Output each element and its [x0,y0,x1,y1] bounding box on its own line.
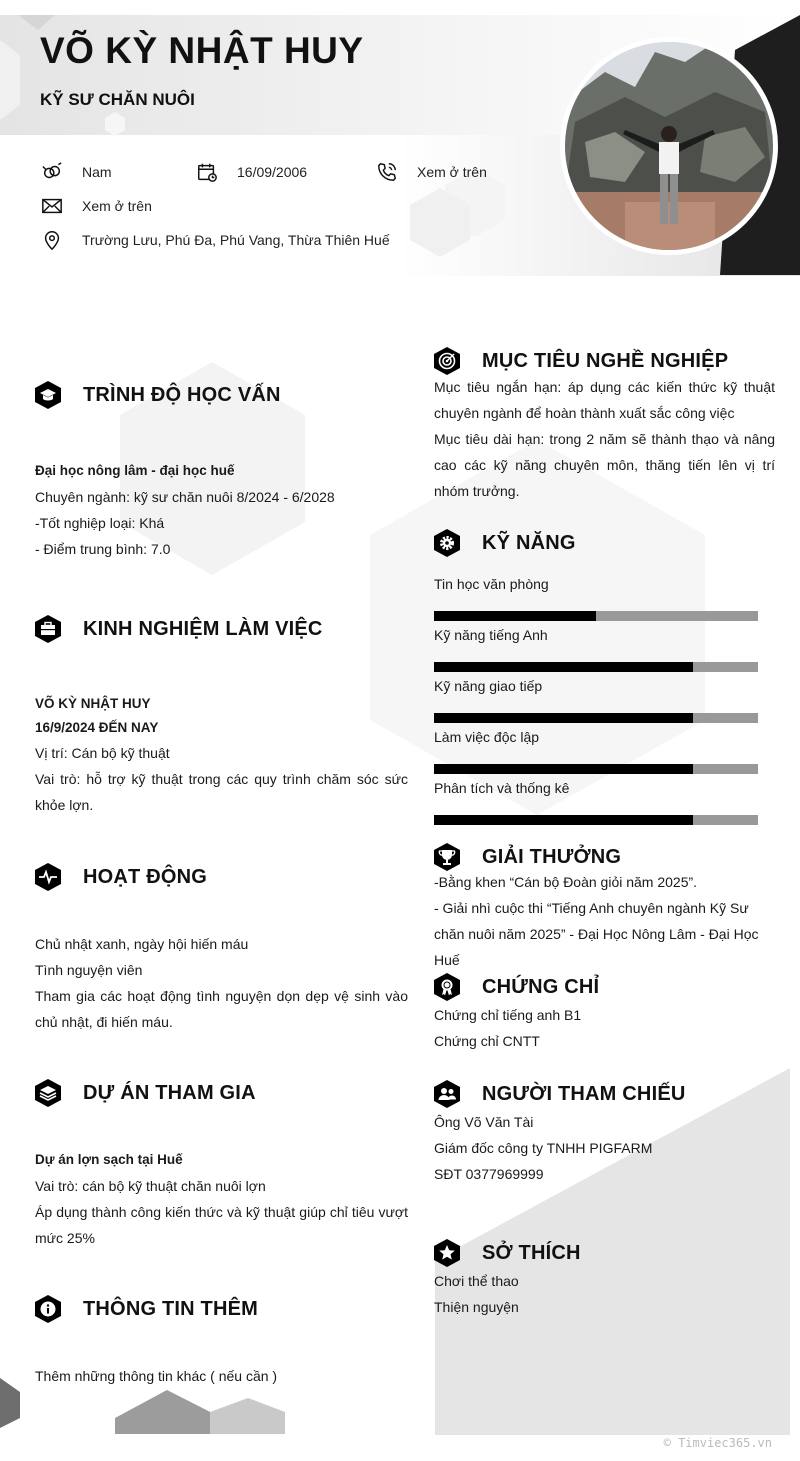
certificate-line-1: Chứng chỉ tiếng anh B1 [434,1007,582,1023]
gpa: - Điểm trung bình: 7.0 [35,541,171,557]
skill-bar [434,611,758,621]
activity-line-1: Chủ nhật xanh, ngày hội hiến máu [35,936,249,952]
skill-item [434,571,758,621]
long-term-goal: Mục tiêu dài hạn: trong 2 năm sẽ thành thạo và nâng cao các kỹ năng chuyên môn, thăng tiến lên vị trí nhóm trưởng. [434,431,775,499]
birthday-value: 16/09/2006 [237,164,308,180]
skill-bar [434,662,758,672]
more-info-text: Thêm những thông tin khác ( nếu cần ) [35,1368,278,1384]
objective-title: MỤC TIÊU NGHỀ NGHIỆP [482,349,729,372]
hobby-line-1: Chơi thể thao [434,1273,519,1289]
medal-icon [432,972,462,1002]
projects-content [35,1147,408,1251]
awards-content [434,869,775,973]
birthday-row [195,160,307,184]
project-result: Áp dụng thành công kiến thức và kỹ thuật giúp chỉ tiêu vượt mức 25% [35,1204,408,1246]
star-icon [432,1238,462,1268]
skill-item [434,673,758,723]
skill-item [434,622,758,672]
award-line-2: - Giải nhì cuộc thi “Tiếng Anh chuyên ngành Kỹ Sư chăn nuôi năm 2025” - Đại Học Nông Lâm - Đại Học Huế [434,900,759,968]
short-term-goal: Mục tiêu ngắn hạn: áp dụng các kiến thức kỹ thuật chuyên ngành để hoàn thành xuất sắc công việc [434,379,775,421]
envelope-icon [40,194,64,218]
avatar [565,42,773,250]
awards-heading [432,842,621,872]
phone-icon [375,160,399,184]
major: Chuyên ngành: kỹ sư chăn nuôi 8/2024 - 6/2028 [35,489,335,505]
award-line-1: -Bằng khen “Cán bộ Đoàn giỏi năm 2025”. [434,874,698,890]
skill-bar-fill [434,611,596,621]
experience-title: KINH NGHIỆM LÀM VIỆC [83,617,323,640]
address-value: Trường Lưu, Phú Đa, Phú Vang, Thừa Thiên Huế [82,232,390,248]
gear-icon [432,528,462,558]
references-heading [432,1079,686,1109]
more-info-title: THÔNG TIN THÊM [83,1297,259,1320]
pulse-icon [33,862,63,892]
education-heading [33,380,281,410]
skill-bar [434,713,758,723]
skill-label: Kỹ năng giao tiếp [434,678,543,694]
work-period: 16/9/2024 ĐẾN NAY [35,720,159,735]
experience-content [35,692,408,818]
experience-heading [33,614,323,644]
graduation-cap-icon [33,380,63,410]
project-role: Vai trò: cán bộ kỹ thuật chăn nuôi lợn [35,1178,266,1194]
certificate-line-2: Chứng chỉ CNTT [434,1033,540,1049]
gender-row [40,160,112,184]
gender-icon [40,160,64,184]
activity-line-2: Tình nguyện viên [35,962,143,978]
watermark: © Timviec365.vn [663,1436,772,1450]
references-title: NGƯỜI THAM CHIẾU [482,1082,686,1105]
location-pin-icon [40,228,64,252]
target-icon [432,346,462,376]
work-position: Vị trí: Cán bộ kỹ thuật [35,745,170,761]
reference-name: Ông Võ Văn Tài [434,1114,534,1130]
activities-content [35,931,408,1035]
activities-title: HOẠT ĐỘNG [83,865,208,888]
phone-value: Xem ở trên [417,164,487,180]
users-icon [432,1079,462,1109]
references-content [434,1109,775,1187]
objective-content [434,374,775,504]
skill-bar [434,764,758,774]
email-row [40,194,152,218]
certificates-heading [432,972,599,1002]
briefcase-icon [33,614,63,644]
activity-line-3: Tham gia các hoạt động tình nguyện dọn dẹp vệ sinh vào chủ nhật, đi hiến máu. [35,988,408,1030]
certificates-title: CHỨNG CHỈ [482,975,600,998]
skill-label: Phân tích và thống kê [434,780,570,796]
projects-title: DỰ ÁN THAM GIA [83,1081,256,1104]
objective-heading [432,346,728,376]
awards-title: GIẢI THƯỞNG [482,845,622,868]
skill-item [434,775,758,825]
skill-label: Làm việc độc lập [434,729,540,745]
phone-row [375,160,487,184]
more-info-heading [33,1294,258,1324]
reference-position: Giám đốc công ty TNHH PIGFARM [434,1140,653,1156]
education-content [35,458,408,562]
school-name: Đại học nông lâm - đại học huế [35,463,235,478]
certificates-content [434,1002,775,1054]
skill-label: Tin học văn phòng [434,576,549,592]
skill-item [434,724,758,774]
info-icon [33,1294,63,1324]
job-title: KỸ SƯ CHĂN NUÔI [40,90,195,109]
gender-value: Nam [82,164,112,180]
work-role: Vai trò: hỗ trợ kỹ thuật trong các quy trình chăm sóc sức khỏe lợn. [35,771,408,813]
company-name: VÕ KỲ NHẬT HUY [35,696,151,711]
address-row [40,228,390,252]
education-title: TRÌNH ĐỘ HỌC VẤN [83,383,281,406]
skill-bar-fill [434,662,693,672]
avatar-frame [560,37,778,255]
skill-bar-fill [434,764,693,774]
email-value: Xem ở trên [82,198,152,214]
layers-icon [33,1078,63,1108]
graduation-rank: -Tốt nghiệp loại: Khá [35,515,165,531]
skill-bar-fill [434,815,693,825]
hobbies-title: SỞ THÍCH [482,1241,581,1264]
project-name: Dự án lợn sạch tại Huế [35,1152,183,1167]
hobbies-content [434,1268,775,1320]
skill-bar [434,815,758,825]
calendar-icon [195,160,219,184]
candidate-name: VÕ KỲ NHẬT HUY [40,30,364,71]
more-info-content [35,1363,408,1389]
trophy-icon [432,842,462,872]
activities-heading [33,862,207,892]
skills-title: KỸ NĂNG [482,531,576,554]
skill-label: Kỹ năng tiếng Anh [434,627,548,643]
reference-phone: SĐT 0377969999 [434,1166,544,1182]
hobby-line-2: Thiện nguyện [434,1299,519,1315]
hobbies-heading [432,1238,581,1268]
skill-bar-fill [434,713,693,723]
skills-heading [432,528,576,558]
projects-heading [33,1078,256,1108]
